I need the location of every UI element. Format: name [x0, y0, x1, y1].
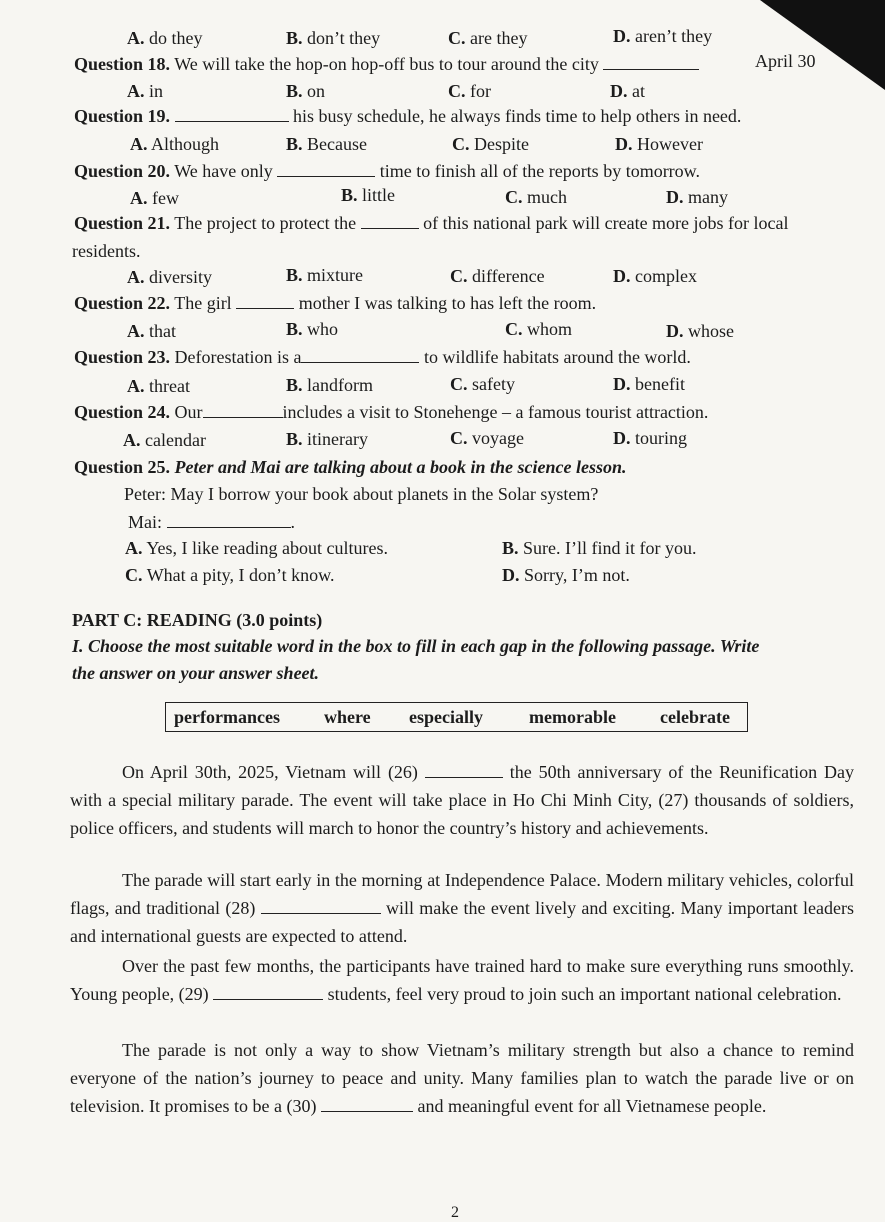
q19-option-d: D. However — [615, 134, 703, 154]
q23-option-d: D. benefit — [613, 374, 685, 394]
q24-stem: Question 24. Our includes a visit to Stonehenge – a famous tourist attraction. — [74, 402, 709, 422]
q24-option-b: B. itinerary — [286, 429, 368, 449]
q22-option-b: B. who — [286, 319, 339, 339]
q23-stem: Question 23. Deforestation is a to wildlife habitats around the world. — [74, 347, 691, 367]
q25-peter-line: Peter: May I borrow your book about planets in the Solar system? — [124, 484, 599, 504]
part-c-instruction-line2: the answer on your answer sheet. — [72, 663, 320, 683]
part-c-instruction-line1: I. Choose the most suitable word in the box to fill in each gap in the following passage. Write — [72, 636, 760, 656]
q18-option-a: A. in — [127, 81, 164, 101]
passage-paragraph-3: Over the past few months, the participants have trained hard to make sure everything runs smoothly. Young people, (29) students, feel very proud to join such an important national celebration. — [70, 956, 854, 1004]
q20-option-a: A. few — [130, 188, 179, 208]
page-number: 2 — [451, 1204, 459, 1221]
q20-option-d: D. many — [666, 187, 728, 207]
q24-option-a: A. calendar — [123, 430, 206, 450]
q19-option-b: B. Because — [286, 134, 367, 154]
q22-stem: Question 22. The girl mother I was talking to has left the room. — [74, 293, 597, 313]
word-box-item: especially — [409, 707, 483, 727]
part-c-heading: PART C: READING (3.0 points) — [72, 610, 323, 630]
q23-option-c: C. safety — [450, 374, 515, 394]
q19-option-a: A. Although — [130, 134, 220, 154]
q25-option-c: C. What a pity, I don’t know. — [125, 565, 335, 585]
q20-option-b: B. little — [341, 185, 396, 205]
q18-option-b: B. on — [286, 81, 326, 101]
q17-option-c: C. are they — [448, 28, 528, 48]
q22-option-c: C. whom — [505, 319, 572, 339]
q21-option-b: B. mixture — [286, 265, 364, 285]
q20-stem: Question 20. We have only time to finish all of the reports by tomorrow. — [74, 161, 701, 181]
passage-paragraph-2: The parade will start early in the morning at Independence Palace. Modern military vehicles, colorful flags, and traditional (28) will make the event lively and exciting. Many important leaders and international guests are expected to attend. — [70, 870, 855, 946]
q25-option-b: B. Sure. I’ll find it for you. — [502, 538, 697, 558]
word-box-item: memorable — [529, 707, 616, 727]
q21-option-d: D. complex — [613, 266, 697, 286]
q22-option-a: A. that — [127, 321, 176, 341]
q18-option-d: D. at — [610, 81, 645, 101]
scan-corner-shadow — [760, 0, 885, 90]
q17-option-a: A. do they — [127, 28, 203, 48]
q24-option-c: C. voyage — [450, 428, 524, 448]
word-box-item: celebrate — [660, 707, 730, 727]
q21-stem-line2: residents. — [72, 241, 141, 261]
q18-side-note: April 30 — [755, 51, 816, 71]
q25-option-a: A. Yes, I like reading about cultures. — [125, 538, 388, 558]
q20-option-c: C. much — [505, 187, 567, 207]
q25-option-d: D. Sorry, I’m not. — [502, 565, 630, 585]
q17-option-d: D. aren’t they — [613, 26, 713, 46]
q25-mai-line: Mai: . — [128, 512, 295, 532]
q18-option-c: C. for — [448, 81, 491, 101]
q19-option-c: C. Despite — [452, 134, 529, 154]
q17-option-b: B. don’t they — [286, 28, 381, 48]
q21-option-c: C. difference — [450, 266, 545, 286]
q23-option-a: A. threat — [127, 376, 190, 396]
q19-stem: Question 19. his busy schedule, he always finds time to help others in need. — [74, 106, 742, 126]
q23-option-b: B. landform — [286, 375, 373, 395]
word-box-item: performances — [174, 707, 280, 727]
q18-stem: Question 18. We will take the hop-on hop-off bus to tour around the city — [74, 54, 699, 75]
q22-option-d: D. whose — [666, 321, 734, 341]
q21-option-a: A. diversity — [127, 267, 212, 287]
word-box — [165, 702, 748, 732]
q24-option-d: D. touring — [613, 428, 687, 448]
q21-stem: Question 21. The project to protect the of this national park will create more jobs for local — [74, 213, 789, 233]
word-box-item: where — [324, 707, 371, 727]
q25-stem: Question 25. Peter and Mai are talking about a book in the science lesson. — [74, 457, 627, 477]
passage-paragraph-4: The parade is not only a way to show Vietnam’s military strength but also a chance to remind everyone of the nation’s journey to peace and unity. Many families plan to watch the parade live or on television. It promises to be a (30) and meaningful event for all Vietnamese people. — [70, 1040, 854, 1116]
passage-paragraph-1: On April 30th, 2025, Vietnam will (26) the 50th anniversary of the Reunification Day with a special military parade. The event will take place in Ho Chi Minh City, (27) thousands of soldiers, police officers, and students will march to honor the country’s history and achievements. — [70, 762, 855, 838]
